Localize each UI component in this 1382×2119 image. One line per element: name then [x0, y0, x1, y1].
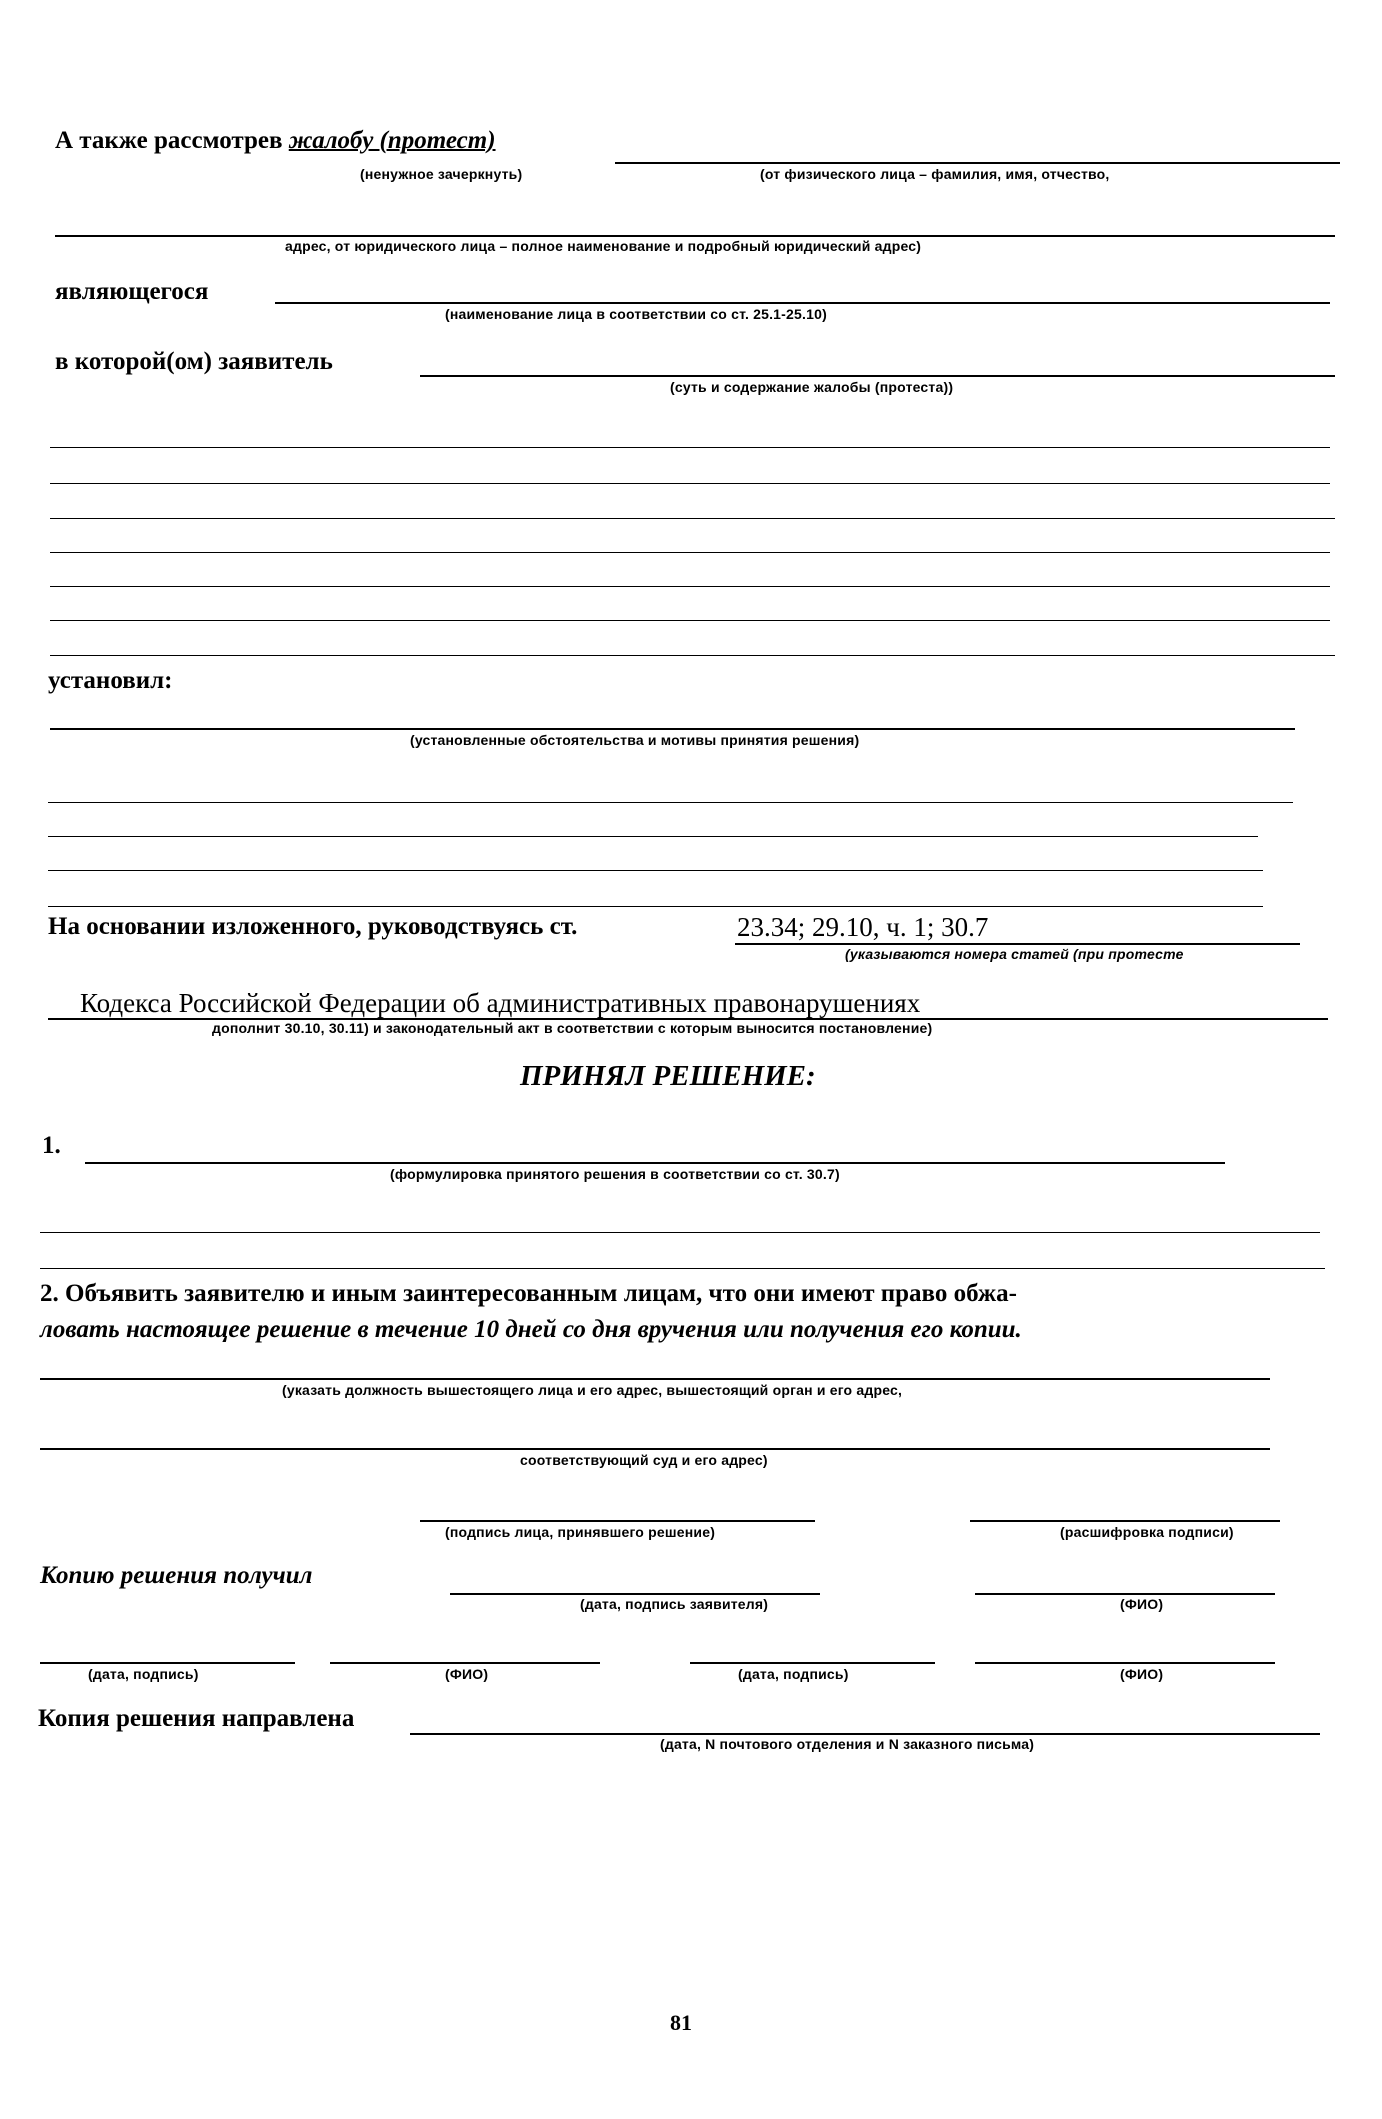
basis-articles-caption: (указываются номера статей (при протесте [845, 946, 1184, 962]
received-fio-line [975, 1593, 1275, 1595]
blank-line [48, 870, 1263, 871]
decision-item2-line-b: ловать настоящее решение в течение 10 дней со дня вручения или получения его копии. [40, 1316, 1022, 1343]
basis-code-caption: дополнит 30.10, 30.11) и законодательный акт в соответствии с которым выносится постановление) [212, 1020, 933, 1036]
received-line [450, 1593, 820, 1595]
role-label: являющегося [55, 278, 209, 305]
page-number: 81 [670, 2010, 692, 2035]
established-caption: (установленные обстоятельства и мотивы принятия решения) [410, 732, 860, 748]
applicant-fill-line [420, 375, 1335, 377]
blank-line [50, 518, 1335, 519]
signer-line [420, 1520, 815, 1522]
decision-item2-line-a: 2. Объявить заявителю и иным заинтересованным лицам, что они имеют право обжа- [40, 1280, 1017, 1307]
fio-caption-1: (ФИО) [445, 1666, 489, 1682]
applicant-label: в которой(ом) заявитель [55, 348, 333, 375]
decision-item2-line [40, 1378, 1270, 1380]
established-fill-line [50, 728, 1295, 730]
fio-line-1 [330, 1662, 600, 1664]
blank-line [50, 620, 1330, 621]
blank-line [50, 586, 1330, 587]
blank-line [48, 906, 1263, 907]
role-fill-line [275, 302, 1330, 304]
decode-line [970, 1520, 1280, 1522]
role-caption: (наименование лица в соответствии со ст. 25.1-25.10) [445, 306, 827, 322]
date-sign-line-1 [40, 1662, 295, 1664]
intro-line [55, 127, 496, 155]
blank-line [40, 1232, 1320, 1233]
blank-line [50, 483, 1330, 484]
fio-line-2 [975, 1662, 1275, 1664]
decision-item2-caption-b: соответствующий суд и его адрес) [520, 1452, 768, 1468]
sent-label: Копия решения направлена [38, 1705, 355, 1732]
blank-line [48, 836, 1258, 837]
blank-line [50, 655, 1335, 656]
sent-line [410, 1733, 1320, 1735]
decision-item2-caption-a: (указать должность вышестоящего лица и его адрес, вышестоящий орган и его адрес, [282, 1382, 903, 1398]
decision-item1-number: 1. [42, 1132, 61, 1159]
fio-caption-2: (ФИО) [1120, 1666, 1164, 1682]
applicant-caption: (суть и содержание жалобы (протеста)) [670, 379, 954, 395]
address-fill-line [55, 235, 1335, 237]
intro-lead: А также рассмотрев [55, 127, 283, 154]
basis-articles-line [735, 943, 1300, 945]
intro-from-caption: (от физического лица – фамилия, имя, отчество, [760, 166, 1110, 182]
date-sign-caption-2: (дата, подпись) [738, 1666, 849, 1682]
basis-articles: 23.34; 29.10, ч. 1; 30.7 [737, 912, 989, 942]
decision-item1-caption: (формулировка принятого решения в соответствии со ст. 30.7) [390, 1166, 840, 1182]
intro-address-caption: адрес, от юридического лица – полное наименование и подробный юридический адрес) [285, 238, 922, 254]
received-label: Копию решения получил [40, 1562, 313, 1589]
decision-heading: ПРИНЯЛ РЕШЕНИЕ: [520, 1060, 816, 1092]
blank-line [50, 552, 1330, 553]
blank-line [50, 447, 1330, 448]
signer-caption: (подпись лица, принявшего решение) [445, 1524, 716, 1540]
received-caption: (дата, подпись заявителя) [580, 1596, 769, 1612]
blank-line [40, 1268, 1325, 1269]
date-sign-line-2 [690, 1662, 935, 1664]
decision-item2-line2 [40, 1448, 1270, 1450]
intro-lead-underlined: жалобу (протест) [288, 127, 496, 154]
received-fio-caption: (ФИО) [1120, 1596, 1164, 1612]
date-sign-caption-1: (дата, подпись) [88, 1666, 199, 1682]
basis-text: На основании изложенного, руководствуясь ст. [48, 913, 578, 940]
decision-item1-line [85, 1162, 1225, 1164]
decode-caption: (расшифровка подписи) [1060, 1524, 1234, 1540]
basis-code: Кодекса Российской Федерации об административных правонарушениях [80, 988, 921, 1018]
intro-lead-caption: (ненужное зачеркнуть) [360, 166, 523, 182]
intro-fill-line [615, 162, 1340, 164]
sent-caption: (дата, N почтового отделения и N заказного письма) [660, 1736, 1035, 1752]
established-label: установил: [48, 667, 173, 694]
blank-line [48, 802, 1293, 803]
